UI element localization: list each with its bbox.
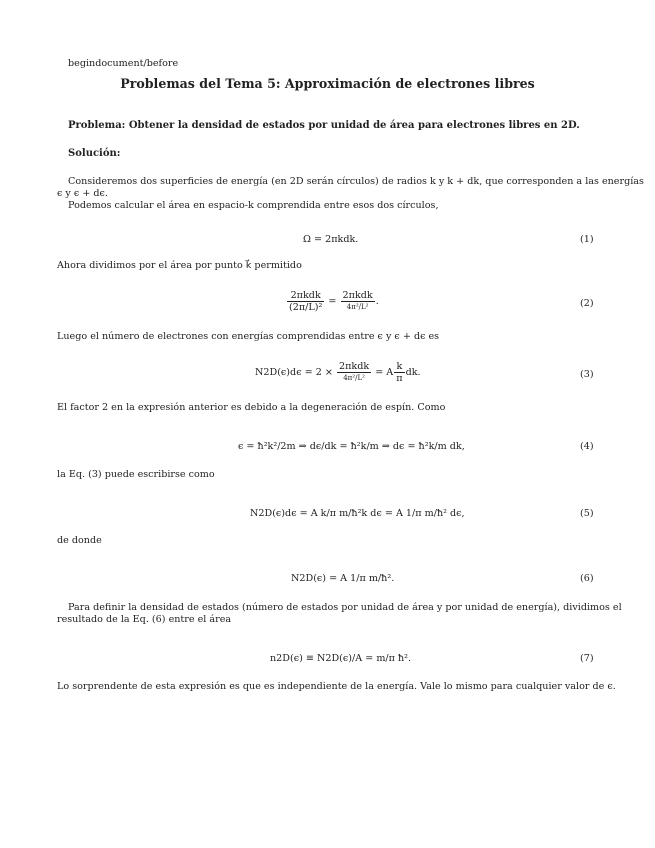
equation-6: N2D(ϵ) = A 1/π m/ħ². [291, 573, 395, 584]
paragraph-1-line-2: ϵ y ϵ + dϵ. [57, 188, 108, 199]
equation-2: $\frac{\text{2πkdk}}{\text{(2π/L)²}}$ = $\frac{\text{2πkdk}}{\text{4π²/L²}}$ . [289, 290, 379, 313]
equation-7-number: (7) [580, 653, 594, 664]
equation-6-number: (6) [580, 573, 594, 584]
paragraph-2: Podemos calcular el área en espacio-k comprendida entre esos dos círculos, [68, 200, 439, 211]
equation-4-number: (4) [580, 441, 594, 452]
paragraph-1-line-1: Consideremos dos superficies de energía (en 2D serán círculos) de radios k y k + dk, que corresponden a las energías [68, 176, 644, 187]
equation-5: N2D(ϵ)dϵ = A k/π m/ħ²k dϵ = A 1/π m/ħ² dϵ, [250, 508, 465, 519]
equation-1: Ω = 2πkdk. [303, 234, 359, 245]
equation-4: ϵ = ħ²k²/2m ⇒ dϵ/dk = ħ²k/m ⇒ dϵ = ħ²k/m dk, [238, 441, 465, 452]
solution-label: Solución: [68, 148, 121, 159]
page-title: Problemas del Tema 5: Approximación de electrones libres [120, 76, 535, 91]
equation-3-number: (3) [580, 369, 594, 380]
equation-2-number: (2) [580, 298, 594, 309]
equation-5-number: (5) [580, 508, 594, 519]
preamble-text: begindocument/before [68, 58, 179, 69]
equation-1-number: (1) [580, 234, 594, 245]
paragraph-7: de donde [57, 535, 102, 546]
paragraph-8-line-2: resultado de la Eq. (6) entre el área [57, 614, 232, 625]
problem-heading: Problema: Obtener la densidad de estados por unidad de área para electrones libres en 2D. [68, 120, 580, 131]
equation-7: n2D(ϵ) ≡ N2D(ϵ)/A = m/π ħ². [270, 653, 412, 664]
equation-2-fraction-2: $\frac{\text{2πkdk}}{\text{4π²/L²}}$ [342, 290, 373, 311]
paragraph-5: El factor 2 en la expresión anterior es debido a la degeneración de espín. Como [57, 402, 446, 413]
paragraph-9: Lo sorprendente de esta expresión es que es independiente de la energía. Vale lo mismo para cualquier valor de ϵ. [57, 681, 616, 692]
equation-3: N2D(ϵ)dϵ = 2 × $\frac{\text{2πkdk}}{\text{4π²/L²}}$ = A $\frac{k}{\pi}$ dk. [255, 361, 421, 384]
paragraph-3: Ahora dividimos por el área por punto k⃗ permitido [57, 260, 302, 271]
equation-2-fraction-1: $\frac{\text{2πkdk}}{\text{(2π/L)²}}$ [289, 290, 323, 313]
paragraph-8-line-1: Para definir la densidad de estados (número de estados por unidad de área y por unidad de energía), dividimos el [68, 602, 622, 613]
paragraph-4: Luego el número de electrones con energías comprendidas entre ϵ y ϵ + dϵ es [57, 331, 440, 342]
paragraph-6: la Eq. (3) puede escribirse como [57, 469, 215, 480]
